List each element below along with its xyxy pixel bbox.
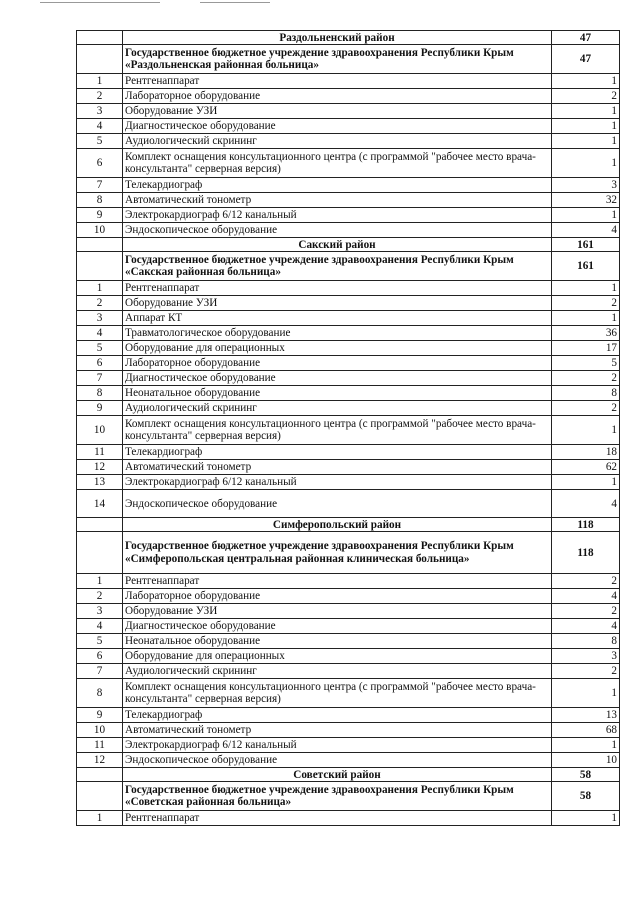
district-row <box>77 31 620 45</box>
equipment-quantity: 17 <box>552 341 620 356</box>
equipment-quantity: 4 <box>552 223 620 238</box>
equipment-quantity: 18 <box>552 445 620 460</box>
equipment-name: Комплект оснащения консультационного центра (с программой "рабочее место врача-консультанта" серверная версия) <box>123 149 552 178</box>
equipment-name: Диагностическое оборудование <box>123 119 552 134</box>
equipment-name: Лабораторное оборудование <box>123 89 552 104</box>
institution-num-cell <box>77 45 123 74</box>
row-number: 3 <box>77 604 123 619</box>
equipment-name: Рентгенаппарат <box>123 811 552 826</box>
row-number: 4 <box>77 119 123 134</box>
table-row <box>77 753 620 768</box>
row-number: 11 <box>77 738 123 753</box>
row-number: 3 <box>77 311 123 326</box>
row-number: 8 <box>77 679 123 708</box>
table-row <box>77 708 620 723</box>
equipment-quantity: 1 <box>552 208 620 223</box>
row-number: 10 <box>77 723 123 738</box>
row-number: 9 <box>77 208 123 223</box>
equipment-quantity: 3 <box>552 178 620 193</box>
institution-name: Государственное бюджетное учреждение здравоохранения Республики Крым «Симферопольская центральная районная клиническая больница» <box>123 532 552 574</box>
district-name: Раздольненский район <box>123 31 552 45</box>
district-row <box>77 238 620 252</box>
equipment-name: Оборудование для операционных <box>123 341 552 356</box>
equipment-quantity: 1 <box>552 281 620 296</box>
table-row <box>77 223 620 238</box>
institution-row <box>77 532 620 574</box>
district-name: Симферопольский район <box>123 518 552 532</box>
equipment-quantity: 10 <box>552 753 620 768</box>
equipment-quantity: 1 <box>552 738 620 753</box>
institution-total: 118 <box>552 532 620 574</box>
table-row <box>77 341 620 356</box>
row-number: 6 <box>77 149 123 178</box>
district-name: Советский район <box>123 768 552 782</box>
equipment-quantity: 1 <box>552 475 620 490</box>
row-number: 11 <box>77 445 123 460</box>
institution-row <box>77 45 620 74</box>
row-number: 4 <box>77 619 123 634</box>
equipment-name: Диагностическое оборудование <box>123 619 552 634</box>
row-number: 1 <box>77 281 123 296</box>
table-row <box>77 679 620 708</box>
equipment-name: Оборудование для операционных <box>123 649 552 664</box>
row-number: 12 <box>77 460 123 475</box>
institution-name: Государственное бюджетное учреждение здравоохранения Республики Крым «Раздольненская районная больница» <box>123 45 552 74</box>
row-number: 2 <box>77 589 123 604</box>
institution-num-cell <box>77 782 123 811</box>
row-number: 6 <box>77 356 123 371</box>
row-number: 9 <box>77 401 123 416</box>
table-row <box>77 738 620 753</box>
row-number: 4 <box>77 326 123 341</box>
table-row <box>77 356 620 371</box>
district-total: 47 <box>552 31 620 45</box>
district-total: 161 <box>552 238 620 252</box>
equipment-quantity: 2 <box>552 604 620 619</box>
table-row <box>77 401 620 416</box>
row-number: 8 <box>77 386 123 401</box>
equipment-name: Лабораторное оборудование <box>123 356 552 371</box>
equipment-quantity: 2 <box>552 664 620 679</box>
district-num-cell <box>77 768 123 782</box>
institution-name: Государственное бюджетное учреждение здравоохранения Республики Крым «Советская районная больница» <box>123 782 552 811</box>
equipment-name: Оборудование УЗИ <box>123 296 552 311</box>
equipment-name: Травматологическое оборудование <box>123 326 552 341</box>
equipment-table <box>76 30 620 826</box>
equipment-quantity: 13 <box>552 708 620 723</box>
equipment-quantity: 1 <box>552 119 620 134</box>
table-row <box>77 89 620 104</box>
row-number: 10 <box>77 416 123 445</box>
equipment-name: Электрокардиограф 6/12 канальный <box>123 208 552 223</box>
row-number: 3 <box>77 104 123 119</box>
equipment-name: Неонатальное оборудование <box>123 634 552 649</box>
row-number: 5 <box>77 341 123 356</box>
equipment-name: Телекардиограф <box>123 445 552 460</box>
institution-num-cell <box>77 532 123 574</box>
table-row <box>77 311 620 326</box>
equipment-quantity: 2 <box>552 89 620 104</box>
row-number: 1 <box>77 811 123 826</box>
equipment-quantity: 2 <box>552 371 620 386</box>
table-row <box>77 589 620 604</box>
row-number: 13 <box>77 475 123 490</box>
district-total: 58 <box>552 768 620 782</box>
institution-num-cell <box>77 252 123 281</box>
equipment-quantity: 68 <box>552 723 620 738</box>
table-row <box>77 475 620 490</box>
institution-total: 161 <box>552 252 620 281</box>
equipment-name: Автоматический тонометр <box>123 193 552 208</box>
equipment-name: Оборудование УЗИ <box>123 104 552 119</box>
table-row <box>77 664 620 679</box>
equipment-name: Телекардиограф <box>123 708 552 723</box>
equipment-quantity: 4 <box>552 619 620 634</box>
institution-row <box>77 782 620 811</box>
equipment-name: Эндоскопическое оборудование <box>123 223 552 238</box>
equipment-quantity: 1 <box>552 104 620 119</box>
equipment-name: Оборудование УЗИ <box>123 604 552 619</box>
equipment-name: Аудиологический скрининг <box>123 134 552 149</box>
institution-total: 58 <box>552 782 620 811</box>
equipment-quantity: 4 <box>552 490 620 518</box>
scan-artifact-line <box>40 2 160 3</box>
equipment-quantity: 1 <box>552 311 620 326</box>
row-number: 5 <box>77 634 123 649</box>
equipment-name: Неонатальное оборудование <box>123 386 552 401</box>
equipment-name: Эндоскопическое оборудование <box>123 490 552 518</box>
equipment-quantity: 3 <box>552 649 620 664</box>
table-row <box>77 119 620 134</box>
row-number: 9 <box>77 708 123 723</box>
table-row <box>77 723 620 738</box>
equipment-quantity: 2 <box>552 296 620 311</box>
table-row <box>77 296 620 311</box>
equipment-quantity: 8 <box>552 386 620 401</box>
equipment-name: Эндоскопическое оборудование <box>123 753 552 768</box>
table-row <box>77 326 620 341</box>
district-row <box>77 768 620 782</box>
table-row <box>77 574 620 589</box>
row-number: 12 <box>77 753 123 768</box>
district-num-cell <box>77 238 123 252</box>
scan-artifact-line <box>200 2 270 3</box>
table-row <box>77 134 620 149</box>
equipment-name: Аппарат КТ <box>123 311 552 326</box>
equipment-name: Аудиологический скрининг <box>123 401 552 416</box>
equipment-name: Аудиологический скрининг <box>123 664 552 679</box>
equipment-quantity: 1 <box>552 811 620 826</box>
row-number: 2 <box>77 296 123 311</box>
institution-total: 47 <box>552 45 620 74</box>
equipment-name: Электрокардиограф 6/12 канальный <box>123 738 552 753</box>
equipment-name: Рентгенаппарат <box>123 74 552 89</box>
institution-row <box>77 252 620 281</box>
equipment-quantity: 4 <box>552 589 620 604</box>
equipment-name: Комплект оснащения консультационного центра (с программой "рабочее место врача-консультанта" серверная версия) <box>123 416 552 445</box>
table-row <box>77 416 620 445</box>
table-row <box>77 490 620 518</box>
equipment-quantity: 1 <box>552 149 620 178</box>
table-row <box>77 604 620 619</box>
equipment-quantity: 1 <box>552 416 620 445</box>
institution-name: Государственное бюджетное учреждение здравоохранения Республики Крым «Сакская районная больница» <box>123 252 552 281</box>
table-row <box>77 208 620 223</box>
equipment-quantity: 8 <box>552 634 620 649</box>
equipment-quantity: 2 <box>552 574 620 589</box>
table-row <box>77 460 620 475</box>
equipment-quantity: 32 <box>552 193 620 208</box>
district-num-cell <box>77 31 123 45</box>
table-row <box>77 445 620 460</box>
equipment-quantity: 36 <box>552 326 620 341</box>
row-number: 7 <box>77 178 123 193</box>
table-row <box>77 649 620 664</box>
table-row <box>77 281 620 296</box>
table-row <box>77 74 620 89</box>
district-name: Сакский район <box>123 238 552 252</box>
table-row <box>77 193 620 208</box>
row-number: 10 <box>77 223 123 238</box>
row-number: 5 <box>77 134 123 149</box>
district-row <box>77 518 620 532</box>
table-row <box>77 104 620 119</box>
equipment-quantity: 62 <box>552 460 620 475</box>
row-number: 2 <box>77 89 123 104</box>
equipment-name: Автоматический тонометр <box>123 460 552 475</box>
row-number: 1 <box>77 74 123 89</box>
district-num-cell <box>77 518 123 532</box>
table-row <box>77 811 620 826</box>
table-row <box>77 371 620 386</box>
equipment-name: Диагностическое оборудование <box>123 371 552 386</box>
equipment-quantity: 2 <box>552 401 620 416</box>
row-number: 8 <box>77 193 123 208</box>
equipment-name: Рентгенаппарат <box>123 281 552 296</box>
district-total: 118 <box>552 518 620 532</box>
equipment-quantity: 1 <box>552 74 620 89</box>
equipment-name: Лабораторное оборудование <box>123 589 552 604</box>
table-row <box>77 634 620 649</box>
equipment-name: Телекардиограф <box>123 178 552 193</box>
row-number: 7 <box>77 664 123 679</box>
equipment-name: Рентгенаппарат <box>123 574 552 589</box>
equipment-table-body <box>77 31 620 826</box>
table-row <box>77 386 620 401</box>
row-number: 1 <box>77 574 123 589</box>
equipment-quantity: 1 <box>552 134 620 149</box>
equipment-quantity: 1 <box>552 679 620 708</box>
row-number: 7 <box>77 371 123 386</box>
equipment-name: Автоматический тонометр <box>123 723 552 738</box>
equipment-name: Электрокардиограф 6/12 канальный <box>123 475 552 490</box>
row-number: 6 <box>77 649 123 664</box>
equipment-name: Комплект оснащения консультационного центра (с программой "рабочее место врача-консультанта" серверная версия) <box>123 679 552 708</box>
table-row <box>77 178 620 193</box>
table-row <box>77 619 620 634</box>
equipment-quantity: 5 <box>552 356 620 371</box>
row-number: 14 <box>77 490 123 518</box>
table-row <box>77 149 620 178</box>
